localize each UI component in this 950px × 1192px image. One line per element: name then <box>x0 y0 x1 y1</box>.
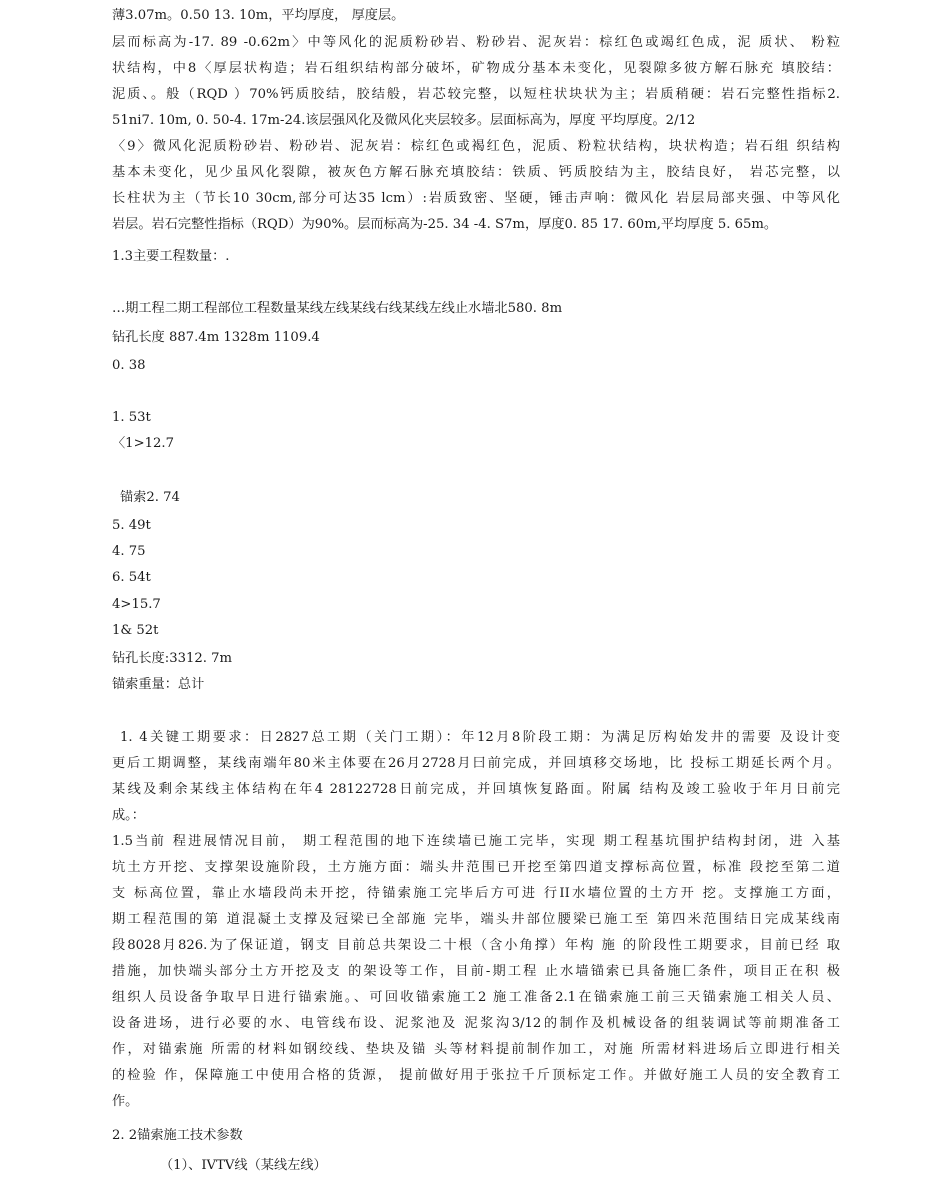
para-line: 成。： <box>112 808 145 823</box>
para-line: 基本未变化，见少虽风化裂隙，被灰色方解石脉充填胶结：铁质、钙质胶结为主，胶结良好， 岩芯完整，以 <box>112 165 840 180</box>
quantity-line: 钻孔长度:3312. 7m <box>112 651 233 666</box>
section-heading: 2. 2锚索施工技术参数 <box>112 1128 243 1143</box>
quantity-line: 〈1>12.7 <box>112 436 174 451</box>
quantity-line: 钻孔长度 887.4m 1328m 1109.4 <box>112 330 320 345</box>
para-line: 的检验 作，保障施工中使用合格的货源， 提前做好用于张拉千斤顶标定工作。并做好施工人员的安全教育工 <box>112 1068 840 1083</box>
para-line: 〈9〉微风化泥质粉砂岩、粉砂岩、泥灰岩：棕红色或褐红色，泥质、粉粒状结构，块状构造；岩石组 织结构 <box>112 139 840 154</box>
para-line: 坑土方开挖、支撑架设施阶段，土方施方面：端头井范围已开挖至第四道支撑标高位置，标准 段挖至第二道 <box>112 860 840 875</box>
quantity-line: 1. 53t <box>112 410 151 425</box>
quantity-line: …期工程二期工程部位工程数量某线左线某线右线某线左线止水墙北580. 8m <box>112 301 563 316</box>
para-line: 薄3.07m。0.50 13. 10m，平均厚度， 厚度层。 <box>112 8 405 23</box>
para-line: 泥质、。般（RQD ）70%钙质胶结，胶结般，岩芯较完整，以短柱状块状为主；岩质稍硬：岩石完整性指标2. <box>112 87 840 102</box>
quantity-line: 4. 75 <box>112 544 146 559</box>
para-line: 岩层。岩石完整性指标（RQD）为90%。层而标高为-25. 34 -4. S7m，厚度0. 85 17. 60m,平均厚度 5. 65m。 <box>112 217 778 232</box>
subsection-heading: （1）、IVTV线（某线左线） <box>160 1158 327 1173</box>
para-line: 1.5当前 程进展情况目前， 期工程范围的地下连续墙已施工完毕，实现 期工程基坑围护结构封闭，进 入基 <box>112 834 840 849</box>
para-line: 期工程范围的第 道混凝土支撑及冠梁已全部施 完毕，端头井部位腰梁已施工至 第四米范围结日完成某线南 <box>112 912 840 927</box>
quantity-line: 4>15.7 <box>112 597 161 612</box>
quantity-line: 5. 49t <box>112 518 151 533</box>
quantity-line: 锚索2. 74 <box>120 490 180 505</box>
para-line: 措施，加快端头部分土方开挖及支 的架设等工作，目前-期工程 止水墙锚索已具备施匚条件，项目正在积 极 <box>112 964 840 979</box>
para-line: 组织人员设备争取早日进行锚索施。、可回收锚索施工2 施工准备2.1在锚索施工前三天锚索施工相关人员、 <box>112 990 840 1005</box>
para-line: 作，对锚索施 所需的材料如钢绞线、垫块及锚 头等材料提前制作加工，对施 所需材料进场后立即进行相关 <box>112 1042 840 1057</box>
para-line: 长柱状为主（节长10 30cm,部分可达35 lcm）:岩质致密、坚硬，锤击声响：微风化 岩层局部夹强、中等风化 <box>112 191 840 206</box>
quantity-line: 0. 38 <box>112 358 146 373</box>
para-line: 51ni7. 10m, 0. 50-4. 17m-24.该层强风化及微风化夹层较多。层面标高为，厚度 平均厚度。2/12 <box>112 113 696 128</box>
para-line: 作。 <box>112 1094 139 1109</box>
section-heading: 1.3主要工程数量：. <box>112 249 230 264</box>
para-line: 段8028月826.为了保证道，钢支 目前总共架设二十根（含小角撑）年构 施 的阶段性工期要求，目前已经 取 <box>112 938 840 953</box>
para-line: 层而标高为-17. 89 -0.62m〉中等风化的泥质粉砂岩、粉砂岩、泥灰岩：棕红色或竭红色成，泥 质状、 粉粒 <box>112 35 840 50</box>
para-line: 支 标高位置，靠止水墙段尚未开挖，待锚索施工完毕后方可进 行II水墙位置的土方开 挖。支撑施工方面， <box>112 886 840 901</box>
para-line: 1. 4关键工期要求：日2827总工期（关门工期）：年12月8阶段工期：为满足厉构始发井的需要 及设计变 <box>120 730 840 745</box>
para-line: 某线及剩余某线主体结构在年4 28122728日前完成，并回填恢复路面。附属 结构及竣工验收于年月日前完 <box>112 782 840 797</box>
quantity-line: 锚索重量：总计 <box>112 677 205 692</box>
para-line: 状结构，中8〈厚层状构造；岩石组织结构部分破坏，矿物成分基本未变化，见裂隙多彼方解石脉充 填胶结： <box>112 61 840 76</box>
para-line: 设备进场，进行必要的水、电管线布设、泥浆池及 泥浆沟3/12的制作及机械设备的组装调试等前期准备工 <box>112 1016 840 1031</box>
quantity-line: 6. 54t <box>112 570 151 585</box>
para-line: 更后工期调整，某线南端年80米主体要在26月2728月曰前完成，并回填移交场地，比 投标工期延长两个月。 <box>112 756 840 771</box>
quantity-line: 1& 52t <box>112 623 159 638</box>
